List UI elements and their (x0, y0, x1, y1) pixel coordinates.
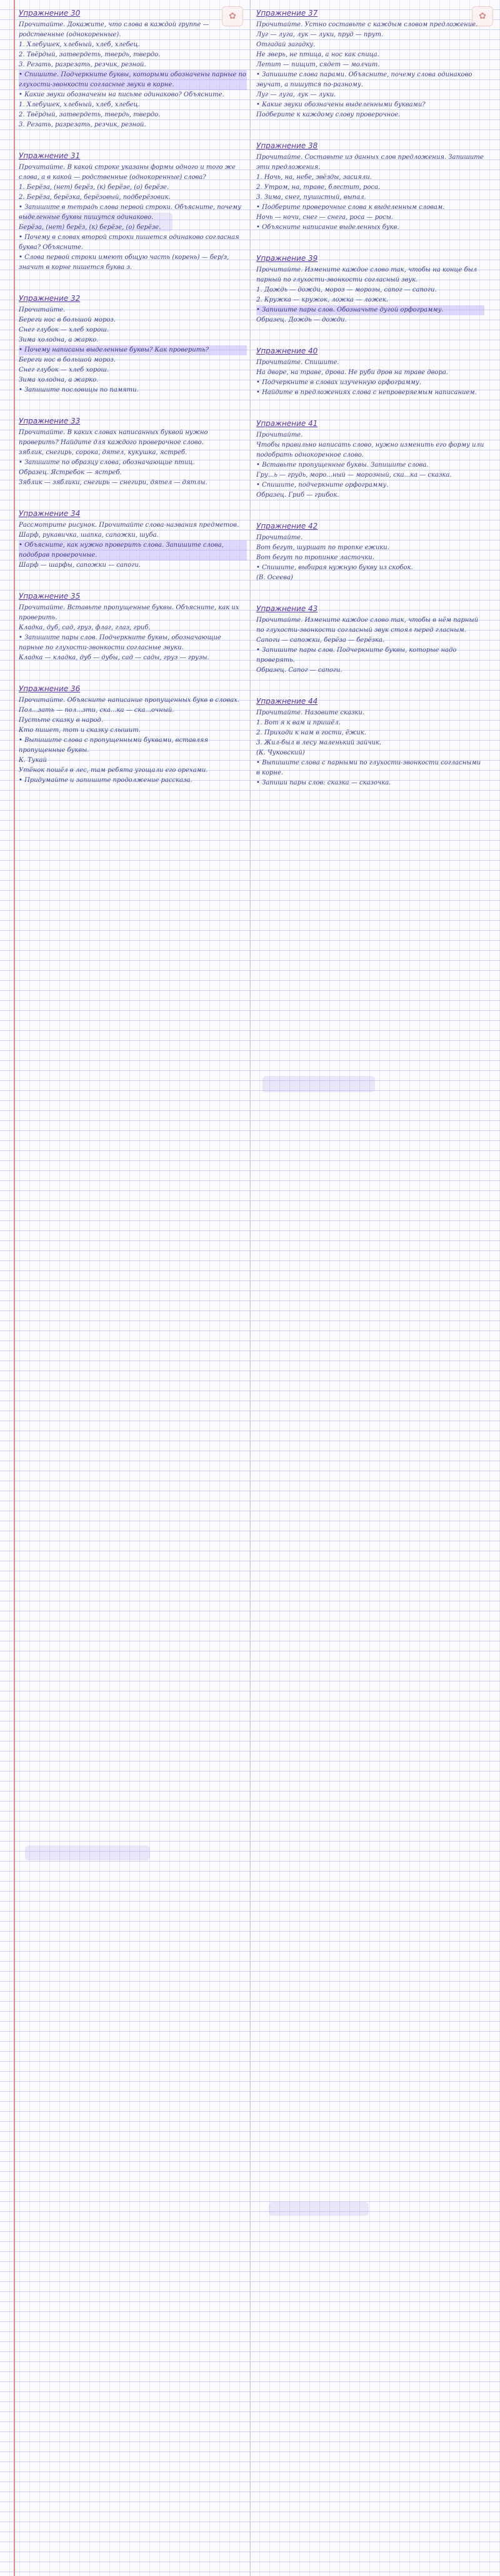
exercise-line: Вот бегут по тропинке ласточки. (256, 554, 374, 561)
column-divider (250, 0, 251, 2576)
exercise-line: (К. Чуковский) (256, 749, 305, 756)
exercise-line: Отгадай загадку. (256, 41, 316, 48)
exercise-card (256, 415, 484, 500)
exercise-card (19, 413, 247, 488)
exercise-body (256, 616, 484, 676)
exercise-line: 2. Твёрдый, затвердеть, твердь, твердо. (19, 51, 161, 58)
exercise-line: • Спишите, выбирая нужную букву из скобок. (256, 564, 413, 571)
exercise-line: Сапоги — сапожки, берёза — берёзка. (256, 637, 385, 644)
decoration-icon: ✿ (472, 6, 493, 26)
exercise-line: Прочитайте. Составьте из данных слов предложения. Запишите эти предложения. (256, 154, 484, 171)
exercise-line: Снег глубок — хлеб хорош. (19, 367, 109, 373)
exercise-line: Шарф, рукавичка, шапка, сапожки, шуба. (19, 532, 159, 539)
exercise-title: Упражнение 38 (256, 141, 318, 150)
exercise-line: Береги нос в большой мороз. (19, 317, 116, 323)
exercise-line: Вот бегут, шуршат по тропке ежики. (256, 544, 389, 551)
exercise-line: 1. Вот я к вам и пришёл. (256, 719, 341, 726)
right-column (256, 5, 484, 806)
exercise-line: 1. Дождь — дожди, мороз — морозы, сапог — сапоги. (256, 287, 437, 293)
exercise-line: Не зверь, не птица, а нос как спица. (256, 51, 379, 58)
highlight-blot (269, 2202, 369, 2216)
exercise-line: • Подберите проверочные слова к выделенным словам. (256, 204, 445, 211)
exercise-title: Упражнение 41 (256, 419, 318, 428)
exercise-title: Упражнение 42 (256, 522, 318, 530)
exercise-title: Упражнение 39 (256, 254, 318, 263)
exercise-line: Прочитайте. Вставьте пропущенные буквы. Объясните, как их проверить. (19, 604, 239, 621)
exercise-line: • Придумайте и запишите продолжение рассказа. (19, 777, 192, 784)
exercise-line: • Какие звуки обозначены выделенными буквами? (256, 101, 426, 108)
exercise-title: Упражнение 36 (19, 684, 81, 693)
exercise-line: Образец. Ястребок — ястреб. (19, 469, 122, 476)
exercise-card (19, 681, 247, 786)
exercise-body (19, 696, 247, 786)
exercise-card (256, 5, 484, 120)
exercise-line: 3. Жил-был в лесу маленький зайчик. (256, 739, 382, 746)
exercise-line: • Найдите в предложениях слова с непроверяемым написанием. (256, 389, 477, 396)
exercise-line: Чтобы правильно написать слово, нужно изменить его форму или подобрать однокоренное слово. (256, 442, 484, 459)
exercise-line: Прочитайте. Объясните написание пропущенных букв в словах. (19, 697, 239, 704)
exercise-line: На дворе, на траве, дрова. Не руби дров на траве двора. (256, 369, 448, 376)
exercise-line: (В. Осеева) (256, 574, 293, 581)
exercise-line: Прочитайте. Докажите, что слова в каждой группе — родственные (однокоренные). (19, 21, 209, 38)
exercise-line: Шарф — шарфы, сапожки — сапоги. (19, 562, 141, 569)
exercise-line: Прочитайте. В каких словах написанных буквой нужно проверить? Найдите для каждого проверочное слово. (19, 429, 208, 446)
exercise-line: 1. Берёза, (нет) берёз, (к) берёзе, (о) берёзе. (19, 184, 169, 191)
exercise-line: 2. Берёза, берёзка, берёзовый, подберёзовик. (19, 194, 171, 201)
exercise-title: Упражнение 35 (19, 592, 81, 601)
exercise-line: 2. Приходи к нам в гости, ёжик. (256, 729, 366, 736)
exercise-line: 1. Ночь, на, небе, звёзды, засияли. (256, 174, 372, 181)
exercise-body (19, 428, 247, 488)
exercise-line: • Запишите пословицы по памяти. (19, 387, 139, 393)
exercise-line: Подберите к каждому слову проверочное. (256, 111, 401, 118)
exercise-line: • Запишите слова парами. Объясните, почему слова одинаково звучат, а пишутся по-разному. (256, 71, 472, 88)
exercise-line: Прочитайте. Назовите сказки. (256, 709, 365, 716)
exercise-line: Образец. Дождь — дожди. (256, 317, 347, 323)
exercise-line: Прочитайте. Спишите. (256, 359, 339, 366)
exercise-title: Упражнение 32 (19, 294, 81, 303)
exercise-card (19, 588, 247, 663)
left-margin-line (14, 0, 15, 2576)
exercise-line: • Запиши пары слов: сказка — сказочка. (256, 779, 391, 786)
exercise-body (19, 20, 247, 130)
exercise-line: Прочитайте. (256, 534, 303, 541)
exercise-line: Ночь — ночи, снег — снега, роса — росы. (256, 214, 394, 221)
exercise-body (19, 305, 247, 395)
exercise-body (19, 520, 247, 570)
exercise-card (19, 290, 247, 395)
exercise-line: Луг — луга, лук — луки, пруд — прут. (256, 31, 384, 38)
exercise-line: Прочитайте. Измените каждое слово так, чтобы в нём парный по глухости-звонкости согласный звук стоял перед гласным. (256, 617, 479, 634)
exercise-card (256, 601, 484, 676)
exercise-line: Образец. Гриб — грибок. (256, 492, 339, 499)
exercise-line: • Спишите. Подчеркните буквы, которыми обозначены парные по глухости-звонкости согласные звуки в корне. (19, 70, 247, 90)
exercise-line: Утёнок пошёл в лес, там ребята угощали его орехами. (19, 767, 208, 774)
exercise-line: Прочитайте. (19, 307, 66, 313)
exercise-line: • Какие звуки обозначены на письме одинаково? Объясните. (19, 91, 224, 98)
exercise-line: • Почему написаны выделенные буквы? Как проверить? (19, 345, 247, 355)
exercise-line: Снег глубок — хлеб хорош. (19, 327, 109, 333)
exercise-card (19, 148, 247, 273)
exercise-line: • Запишите пары слов. Подчеркните буквы, которые надо проверять. (256, 647, 457, 664)
exercise-line: • Объясните написание выделенных букв. (256, 224, 399, 231)
exercise-title: Упражнение 31 (19, 151, 81, 160)
exercise-body (256, 430, 484, 500)
exercise-title: Упражнение 34 (19, 509, 81, 518)
exercise-body (256, 533, 484, 583)
exercise-line: • Почему в словах второй строки пишется одинаково согласная буква? Объясните. (19, 234, 239, 251)
exercise-line: К. Тукай (19, 757, 47, 764)
exercise-line: Кладка, дуб, сад, груз, флаг, глаз, гриб. (19, 624, 151, 631)
exercise-line: Пол...зать — пол...зти, ска...ка — ска...очный. (19, 707, 174, 714)
exercise-card (256, 343, 484, 398)
exercise-line: • Выпишите слова с парными по глухости-звонкости согласными в корне. (256, 759, 481, 776)
exercise-body (256, 153, 484, 233)
exercise-body (256, 358, 484, 398)
exercise-body (256, 708, 484, 788)
exercise-title: Упражнение 43 (256, 604, 318, 613)
exercise-line: • Запишите пары слов. Обозначьте дугой орфограмму. (256, 305, 484, 315)
exercise-line: • Вставьте пропущенные буквы. Запишите слова. (256, 462, 429, 469)
exercise-card (256, 138, 484, 233)
exercise-title: Упражнение 40 (256, 347, 318, 355)
exercise-line: Пустьте сказку в народ. (19, 717, 104, 724)
highlight-blot (25, 1845, 150, 1860)
exercise-line: Берёза, (нет) берёз, (к) берёзе, (о) берёзе. (19, 224, 161, 231)
exercise-line: зяблик, снегирь, сорока, дятел, кукушка, ястреб. (19, 449, 188, 456)
exercise-line: Береги нос в большой мороз. (19, 357, 116, 363)
exercise-line: • Выпишите слова с пропущенными буквами, вставляя пропущенные буквы. (19, 737, 208, 754)
exercise-line: • Запишите по образцу слова, обозначающие птиц. (19, 459, 195, 466)
exercise-line: Кто пишет, тот и сказку слышит. (19, 727, 141, 734)
exercise-line: 2. Твёрдый, затвердеть, твердь, твердо. (19, 111, 161, 118)
exercise-line: Зима холодна, а жарко. (19, 377, 99, 383)
highlight-blot (262, 1076, 375, 1092)
exercise-line: Зима холодна, а жарко. (19, 337, 99, 343)
exercise-line: Образец. Сапог — сапоги. (256, 667, 342, 674)
exercise-line: Луг — луга, лук — луки. (256, 91, 336, 98)
exercise-body (19, 603, 247, 663)
exercise-card (256, 518, 484, 583)
exercise-line: Зяблик — зяблики, снегирь — снегири, дятел — дятлы. (19, 479, 208, 486)
exercise-title: Упражнение 44 (256, 697, 318, 706)
exercise-line: Прочитайте. В какой строке указаны формы одного и того же слова, а в какой — родственные (однокоренные) слова? (19, 164, 236, 181)
exercise-line: Рассмотрите рисунок. Прочитайте слова-названия предметов. (19, 522, 239, 529)
exercise-card (19, 505, 247, 570)
exercise-line: Кладка — кладка, дуб — дубы, сад — сады, груз — грузы. (19, 654, 209, 661)
exercise-line: • Спишите, подчеркните орфограмму. (256, 482, 389, 489)
exercise-card (19, 5, 247, 130)
exercise-body (256, 265, 484, 325)
exercise-line: 1. Хлебушек, хлебный, хлеб, хлебец. (19, 41, 140, 48)
decoration-icon: ✿ (222, 6, 243, 26)
exercise-line: 3. Резать, разрезать, резчик, резной. (19, 61, 146, 68)
exercise-line: • Слова первой строки имеют общую часть (корень) — бер/з, значит в корне пишется буква з. (19, 254, 229, 271)
exercise-line: 3. Резать, разрезать, резчик, резной. (19, 121, 146, 128)
left-column (19, 5, 247, 803)
exercise-line: • Запишите в тетрадь слова первой строки. Объясните, почему выделенные буквы пишутся одинаково. (19, 204, 241, 221)
exercise-line: Прочитайте. Устно составьте с каждым словом предложение. (256, 21, 478, 28)
exercise-line: 3. Зима, снег, пушистый, выпал. (256, 194, 366, 201)
exercise-body (19, 163, 247, 273)
exercise-title: Упражнение 33 (19, 417, 81, 425)
exercise-line: • Подчеркните в словах изученную орфограмму. (256, 379, 421, 386)
exercise-title: Упражнение 30 (19, 9, 81, 18)
exercise-body (256, 20, 484, 120)
exercise-line: Летит — пищит, сядет — молчит. (256, 61, 380, 68)
exercise-line: Прочитайте. Измените каждое слово так, чтобы на конце был парный по глухости-звонкости согласный звук. (256, 266, 478, 283)
exercise-line: • Объясните, как нужно проверить слова. Запишите слова, подобрав проверочные. (19, 540, 247, 560)
exercise-line: 2. Кружка — кружок, ложка — ложек. (256, 297, 389, 303)
exercise-card (256, 693, 484, 788)
exercise-title: Упражнение 37 (256, 9, 318, 18)
exercise-line: 1. Хлебушек, хлебный, хлеб, хлебец. (19, 101, 140, 108)
exercise-line: Гру...ь — грудь, моро...ный — морозный, ска...ка — сказка. (256, 472, 452, 479)
exercise-line: • Запишите пары слов. Подчеркните буквы, обозначающие парные по глухости-звонкости согласные звуки. (19, 634, 221, 651)
exercise-card (256, 250, 484, 325)
exercise-line: 2. Утром, на, траве, блестит, роса. (256, 184, 381, 191)
exercise-line: Прочитайте. (256, 432, 303, 439)
